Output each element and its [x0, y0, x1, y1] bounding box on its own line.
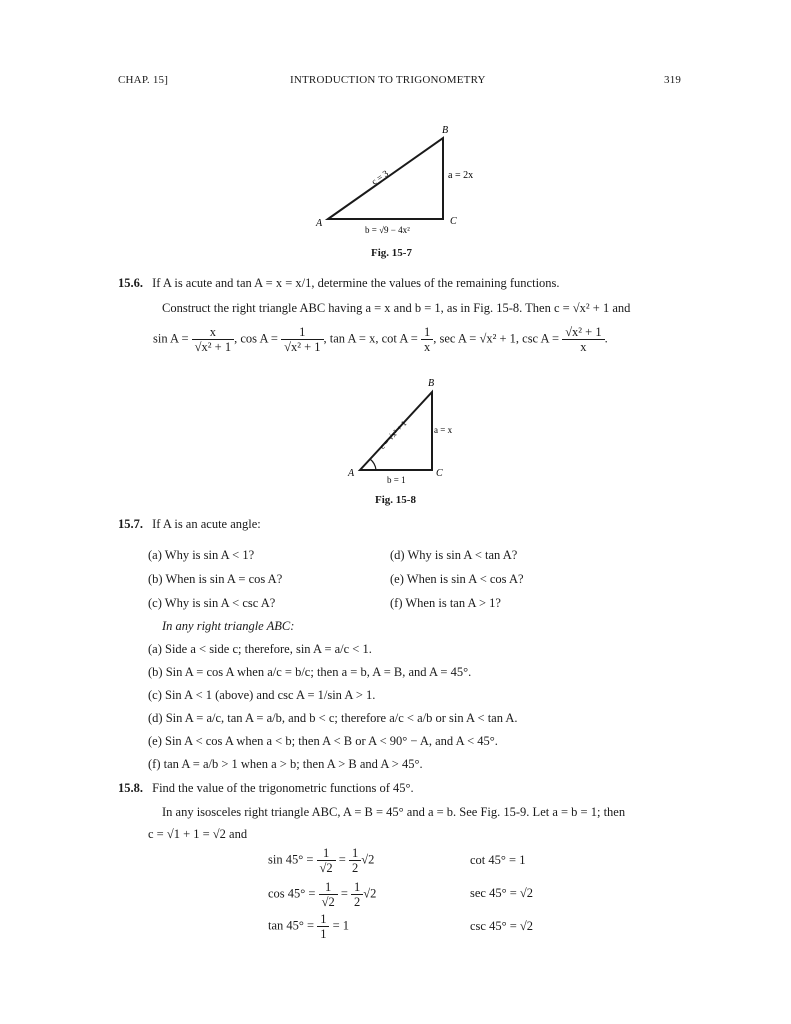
angle-a-arc [370, 459, 376, 470]
sin45-fraction-2: $\frac{1}{2}$ [349, 846, 361, 875]
cos-lhs: , cos A = [234, 331, 278, 346]
problem-statement: Find the value of the trigonometric functions of 45°. [152, 781, 414, 795]
fig8-side-b-label: b = 1 [387, 475, 406, 485]
fig7-vertex-a: A [316, 218, 323, 229]
running-title: INTRODUCTION TO TRIGONOMETRY [290, 74, 486, 86]
solution-15-6-line1: Construct the right triangle ABC having a = x and b = 1, as in Fig. 15-8. Then c = √x² + 1 and [162, 301, 631, 315]
figure-15-8-triangle [340, 376, 470, 488]
cos45-formula: cos 45° = $\frac{1}{√2}$ = $\frac{1}{2}$ √2 [268, 880, 377, 909]
question-e: (e) When is sin A < cos A? [390, 572, 524, 586]
fig7-caption: Fig. 15-7 [371, 247, 412, 259]
tan45-formula: tan 45° = $\frac{1}{1}$ = 1 [268, 912, 350, 941]
sin-fraction: $\frac{x}{\text{√x² + 1}}$ [192, 325, 234, 354]
cos-fraction: $\frac{1}{\text{√x² + 1}}$ [281, 325, 323, 354]
problem-15-7 [118, 517, 261, 532]
question-c: (c) Why is sin A < csc A? [148, 596, 276, 610]
problem-statement: If A is acute and tan A = x = x/1, determine the values of the remaining functions. [152, 276, 560, 290]
problem-number: 15.7. [118, 517, 143, 531]
solution-15-8-line1: In any isosceles right triangle ABC, A = B = 45° and a = b. See Fig. 15-9. Let a = b = 1; then [162, 805, 626, 819]
fig8-side-a-label: a = x [434, 425, 453, 435]
chapter-label: CHAP. 15] [118, 74, 169, 86]
answer-e: (e) Sin A < cos A when a < b; then A < B or A < 90° − A, and A < 45°. [148, 734, 498, 748]
cos45-fraction-2: $\frac{1}{2}$ [351, 880, 363, 909]
fig8-vertex-c: C [436, 468, 443, 479]
problem-15-8 [118, 781, 414, 796]
answer-b: (b) Sin A = cos A when a/c = b/c; then a = b, A = B, and A = 45°. [148, 665, 472, 679]
answer-d: (d) Sin A = a/c, tan A = a/b, and b < c; therefore a/c < a/b or sin A < tan A. [148, 711, 518, 725]
tan45-fraction: $\frac{1}{1}$ [317, 912, 329, 941]
sin-lhs: sin A = [153, 331, 189, 346]
problem-statement: If A is an acute angle: [152, 517, 261, 531]
fig7-side-b-label: b = √9 − 4x² [365, 225, 410, 235]
fig7-side-c-label: c = 3 [369, 168, 391, 187]
fig8-vertex-b: B [428, 378, 435, 389]
question-a: (a) Why is sin A < 1? [148, 548, 255, 562]
fig7-vertex-c: C [450, 216, 457, 227]
tan-cot-text: , tan A = x, cot A = [323, 331, 418, 346]
fig7-side-a-label: a = 2x [448, 170, 474, 181]
problem-15-6 [118, 276, 560, 291]
answer-c: (c) Sin A < 1 (above) and csc A = 1/sin A > 1. [148, 688, 376, 702]
problem-number: 15.8. [118, 781, 143, 795]
answers-intro: In any right triangle ABC: [162, 619, 295, 633]
sec-csc-text: , sec A = √x² + 1, csc A = [433, 331, 560, 346]
sin45-formula: sin 45° = $\frac{1}{√2}$ = $\frac{1}{2}$ √2 [268, 846, 375, 875]
cos45-fraction: $\frac{1}{√2}$ [319, 880, 338, 909]
question-d: (d) Why is sin A < tan A? [390, 548, 518, 562]
question-f: (f) When is tan A > 1? [390, 596, 501, 610]
sin45-fraction: $\frac{1}{√2}$ [317, 846, 336, 875]
sec45-value: sec 45° = √2 [470, 886, 533, 900]
answer-a: (a) Side a < side c; therefore, sin A = a/c < 1. [148, 642, 372, 656]
fig7-vertex-b: B [442, 125, 449, 136]
solution-15-8-line2: c = √1 + 1 = √2 and [148, 827, 248, 841]
solution-15-6-formulas: sin A = $\frac{x}{\text{√x² + 1}}$ , cos A = $\frac{1}{\text{√x² + 1}}$ , tan A = x, cot A = $\frac{1}{x}$ , sec A = √x² + 1, csc A = $\frac{\text{√x² + 1}}{x}$ . [153, 325, 608, 354]
csc45-value: csc 45° = √2 [470, 919, 533, 933]
problem-number: 15.6. [118, 276, 143, 290]
figure-15-7-triangle [310, 120, 510, 245]
page-number: 319 [664, 74, 682, 86]
fig8-vertex-a: A [348, 468, 355, 479]
fig8-caption: Fig. 15-8 [375, 494, 416, 506]
question-b: (b) When is sin A = cos A? [148, 572, 283, 586]
csc-fraction: $\frac{\text{√x² + 1}}{x}$ [562, 325, 604, 354]
answer-f: (f) tan A = a/b > 1 when a > b; then A > B and A > 45°. [148, 757, 423, 771]
cot-fraction: $\frac{1}{x}$ [421, 325, 433, 354]
cot45-value: cot 45° = 1 [470, 853, 526, 867]
fig8-side-c-label: c = √x² + 1 [377, 418, 409, 451]
